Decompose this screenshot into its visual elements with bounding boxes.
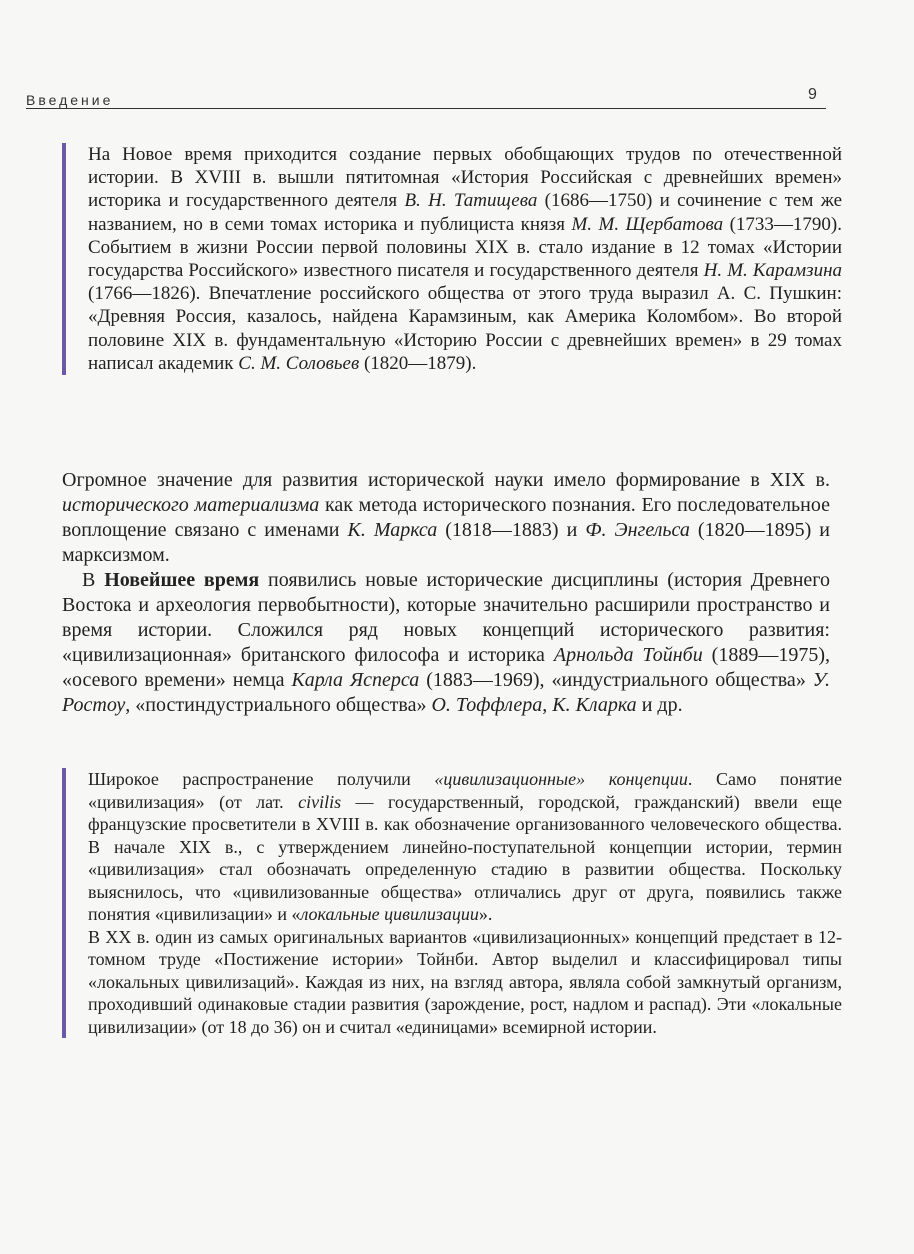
body-paragraph-materialism	[62, 468, 830, 568]
sidebar-box-civilizations	[62, 768, 842, 1038]
paragraph: В Новейшее время появились новые исторические дисциплины (история Древнего Востока и археология первобытности), которые значительно расширили пространство и время истории. Сложился ряд новых концепций исторического развития: «цивилизационная» британского философа и историка Арнольда Тойнби (1889—1975), «осевого времени» немца Карла Ясперса (1883—1969), «индустриального общества» У. Ростоу, «постиндустриального общества» О. Тоффлера, К. Кларка и др.	[62, 569, 830, 716]
running-header-title: Введение	[26, 92, 114, 108]
paragraph: Огромное значение для развития исторической науки имело формирование в XIX в. исторического материализма как метода исторического познания. Его последовательное воплощение связано с именами К. Маркса (1818—1883) и Ф. Энгельса (1820—1895) и марксизмом.	[62, 469, 831, 566]
body-paragraph-modern-time	[62, 568, 830, 718]
box-paragraph: В XX в. один из самых оригинальных вариантов «цивилизационных» концепций предстает в 12-томном труде «Постижение истории» Тойнби. Автор выделил и классифицировал типы «локальных цивилизаций». Каждая из них, на взгляд автора, являла собой замкнутый организм, проходивший одинаковые стадии развития (зарождение, рост, надлом и распад). Эти «локальные цивилизации» (от 18 до 36) он и считал «единицами» всемирной истории.	[88, 926, 842, 1037]
box-paragraph: Широкое распространение получили «цивилизационные» концепции. Само понятие «цивилизация» (от лат. civilis — государственный, городской, гражданский) ввели еще французские просветители в XVIII в. как обозначение организованного человеческого общества. В начале XIX в., с утверждением линейно-поступательной концепции истории, термин «цивилизация» стал обозначать определенную стадию в развитии общества. Поскольку выяснилось, что «цивилизованные общества» отличались друг от друга, появились также понятия «цивилизации» и «локальные цивилизации».	[88, 769, 843, 924]
sidebar-box-historiography	[62, 143, 842, 375]
header-rule	[26, 108, 826, 109]
box-paragraph: На Новое время приходится создание первых обобщающих трудов по отечественной истории. В XVIII в. вышли пятитомная «История Российская с древнейших времен» историка и государственного деятеля В. Н. Татищева (1686—1750) и сочинение с тем же названием, но в семи томах историка и публициста князя М. М. Щербатова (1733—1790). Событием в жизни России первой половины XIX в. стало издание в 12 томах «Истории государства Российского» известного писателя и государственного деятеля Н. М. Карамзина (1766—1826). Впечатление российского общества от этого труда выразил А. С. Пушкин: «Древняя Россия, казалось, найдена Карамзиным, как Америка Коломбом». Во второй половине XIX в. фундаментальную «Историю России с древнейших времен» в 29 томах написал академик С. М. Соловьев (1820—1879).	[88, 144, 843, 374]
page-number: 9	[808, 86, 817, 103]
